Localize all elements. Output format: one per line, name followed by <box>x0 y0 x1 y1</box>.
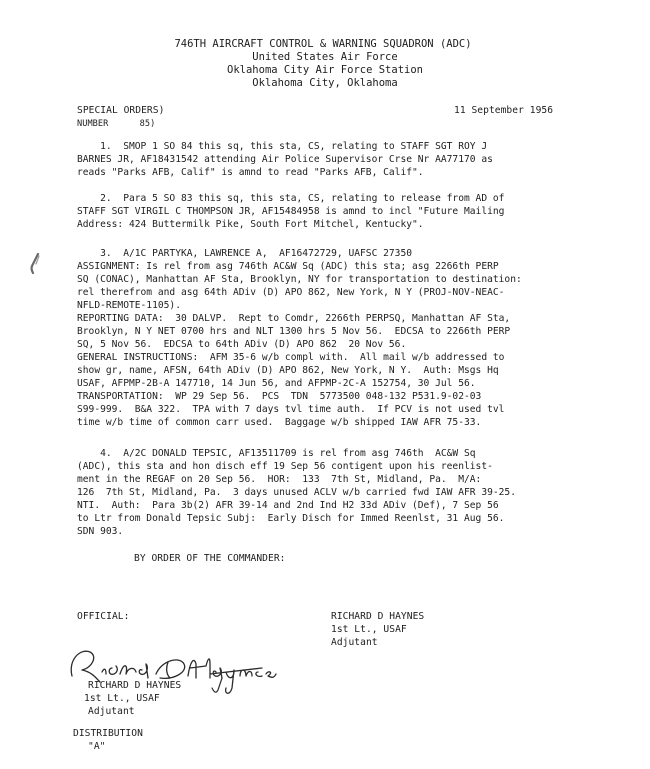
order-number: NUMBER 85) <box>77 119 156 129</box>
paragraph-line: 2. Para 5 SO 83 this sq, this sta, CS, relating to release from AD of <box>77 193 505 204</box>
service-name: United States Air Force <box>252 51 398 63</box>
paragraph-line: TRANSPORTATION: WP 29 Sep 56. PCS TDN 5773500 048-132 P531.9-02-03 <box>77 391 482 402</box>
station-location: Oklahoma City, Oklahoma <box>252 77 398 89</box>
paragraph-line: ment in the REGAF on 20 Sep 56. HOR: 133 7th St, Midland, Pa. M/A: <box>77 474 482 485</box>
paragraph-line: NFLD-REMOTE-1105). <box>77 300 181 311</box>
paragraph-line: REPORTING DATA: 30 DALVP. Rept to Comdr, 2266th PERPSQ, Manhattan AF Sta, <box>77 313 511 324</box>
paragraph-line: BARNES JR, AF18431542 attending Air Police Supervisor Crse Nr AA77170 as <box>77 154 493 165</box>
paragraph-line: Brooklyn, N Y NET 0700 hrs and NLT 1300 hrs 5 Nov 56. EDCSA to 2266th PERP <box>77 326 511 337</box>
paragraph-line: rel therefrom and asg 64th ADiv (D) APO 862, New York, N Y (PROJ-NOV-NEAC- <box>77 287 505 298</box>
special-orders-title: SPECIAL ORDERS) <box>77 105 165 116</box>
by-order-line: BY ORDER OF THE COMMANDER: <box>134 553 286 564</box>
unit-name: 746TH AIRCRAFT CONTROL & WARNING SQUADRON (ADC) <box>174 38 472 50</box>
signer-rank: 1st Lt., USAF <box>84 693 160 704</box>
paragraph-line: NTI. Auth: Para 3b(2) AFR 39-14 and 2nd Ind H2 33d ADiv (Def), 7 Sep 56 <box>77 500 499 511</box>
distribution-value: "A" <box>88 741 106 752</box>
paragraph-line: show gr, name, AFSN, 64th ADiv (D) APO 862, New York, N Y. Auth: Msgs Hq <box>77 365 499 376</box>
station-name: Oklahoma City Air Force Station <box>227 64 423 76</box>
paragraph-line: (ADC), this sta and hon disch eff 19 Sep 56 contigent upon his reenlist- <box>77 461 493 472</box>
paragraph-line: 126 7th St, Midland, Pa. 3 days unused ACLV w/b carried fwd IAW AFR 39-25. <box>77 487 516 498</box>
paragraph-line: 3. A/1C PARTYKA, LAWRENCE A, AF16472729, UAFSC 27350 <box>77 248 413 259</box>
official-label: OFFICIAL: <box>77 611 130 622</box>
paragraph-line: USAF, AFPMP-2B-A 147710, 14 Jun 56, and AFPMP-2C-A 152754, 30 Jul 56. <box>77 378 476 389</box>
commander-name: RICHARD D HAYNES <box>331 611 425 622</box>
paragraph-line: reads "Parks AFB, Calif" is amnd to read "Parks AFB, Calif". <box>77 167 424 178</box>
signer-name: RICHARD D HAYNES <box>88 680 182 691</box>
paragraph-line: time w/b time of common carr used. Baggage w/b shipped IAW AFR 75-33. <box>77 417 482 428</box>
paragraph-line: GENERAL INSTRUCTIONS: AFM 35-6 w/b compl with. All mail w/b addressed to <box>77 352 505 363</box>
paragraph-line: STAFF SGT VIRGIL C THOMPSON JR, AF15484958 is amnd to incl "Future Mailing <box>77 206 505 217</box>
paragraph-line: S99-999. B&A 322. TPA with 7 days tvl time auth. If PCV is not used tvl <box>77 404 505 415</box>
margin-pen-mark <box>27 252 43 276</box>
paragraph-line: SDN 903. <box>77 526 124 537</box>
paragraph-line: to Ltr from Donald Tepsic Subj: Early Disch for Immed Reenlst, 31 Aug 56. <box>77 513 505 524</box>
distribution-label: DISTRIBUTION <box>73 728 143 739</box>
paragraph-line: 4. A/2C DONALD TEPSIC, AF13511709 is rel from asg 746th AC&W Sq <box>77 448 476 459</box>
signer-title: Adjutant <box>88 706 135 717</box>
order-date: 11 September 1956 <box>454 105 554 116</box>
paragraph-line: Address: 424 Buttermilk Pike, South Fort Mitchel, Kentucky". <box>77 219 424 230</box>
commander-title: Adjutant <box>331 637 378 648</box>
paragraph-line: SQ (CONAC), Manhattan AF Sta, Brooklyn, NY for transportation to destination: <box>77 274 522 285</box>
commander-rank: 1st Lt., USAF <box>331 624 407 635</box>
paragraph-line: 1. SMOP 1 SO 84 this sq, this sta, CS, relating to STAFF SGT ROY J <box>77 141 488 152</box>
paragraph-line: SQ, 5 Nov 56. EDCSA to 64th ADiv (D) APO 862 20 Nov 56. <box>77 339 407 350</box>
paragraph-line: ASSIGNMENT: Is rel from asg 746th AC&W Sq (ADC) this sta; asg 2266th PERP <box>77 261 499 272</box>
